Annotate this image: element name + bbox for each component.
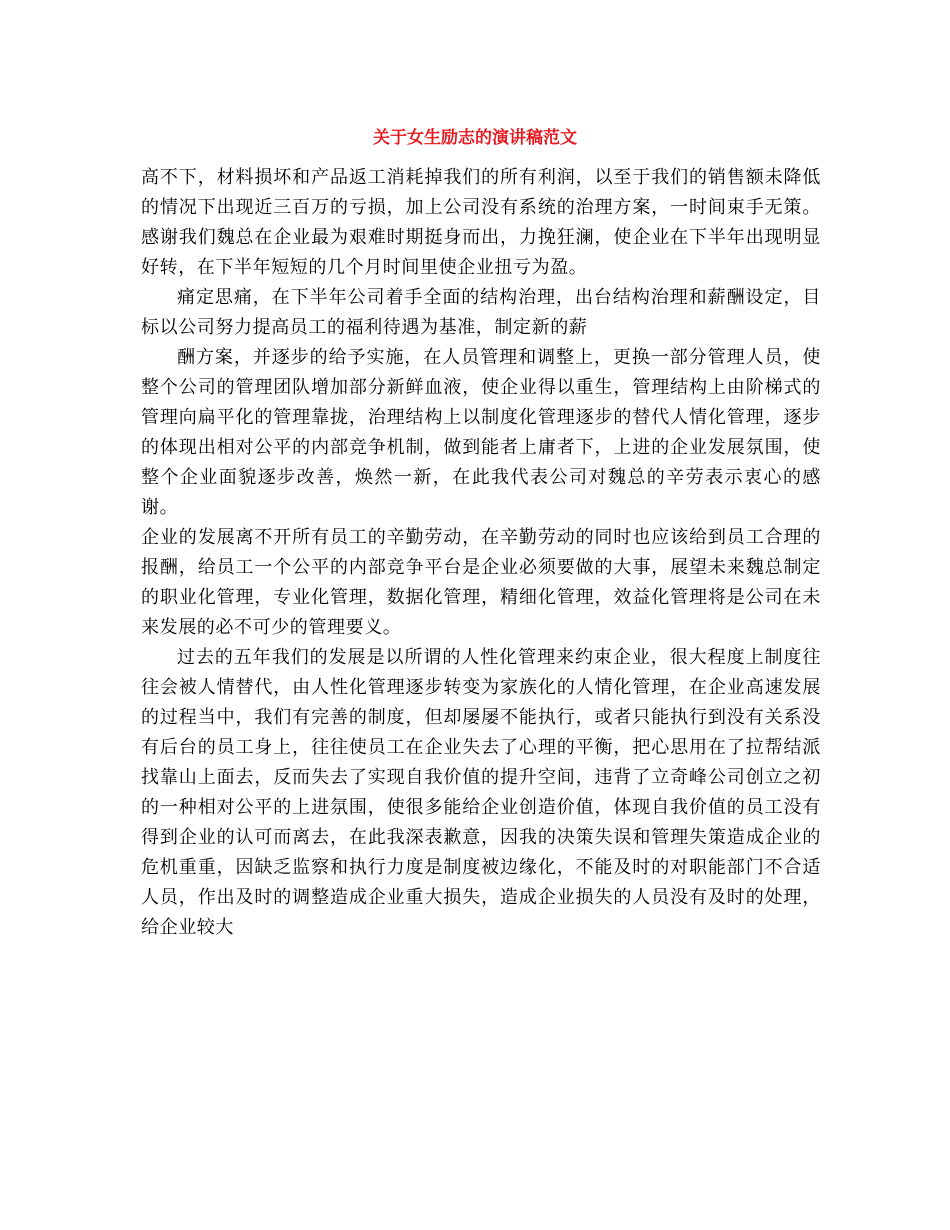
paragraph-5: 过去的五年我们的发展是以所谓的人性化管理来约束企业，很大程度上制度往往会被人情替代，由人性化管理逐步转变为家族化的人情化管理，在企业高速发展的过程当中，我们有完善的制度，但却屡屡不能执行，或者只能执行到没有关系没有后台的员工身上，往往使员工在企业失去了心理的平衡，把心思用在了拉帮结派找靠山上面去，反而失去了实现自我价值的提升空间，违背了立奇峰公司创立之初的一种相对公平的上进氛围，使很多能给企业创造价值，体现自我价值的员工没有得到企业的认可而离去，在此我深表歉意，因我的决策失误和管理失策造成企业的危机重重，因缺乏监察和执行力度是制度被边缘化，不能及时的对职能部门不合适人员，作出及时的调整造成企业重大损失，造成企业损失的人员没有及时的处理，给企业较大 (141, 647, 821, 938)
paragraph-1: 高不下，材料损坏和产品返工消耗掉我们的所有利润，以至于我们的销售额未降低的情况下出现近三百万的亏损，加上公司没有系统的治理方案，一时间束手无策。感谢我们魏总在企业最为艰难时期挺身而出，力挽狂澜，使企业在下半年出现明显好转，在下半年短短的几个月时间里使企业扭亏为盈。 (141, 167, 821, 278)
paragraph-3: 酬方案，并逐步的给予实施，在人员管理和调整上，更换一部分管理人员，使整个公司的管理团队增加部分新鲜血液，使企业得以重生，管理结构上由阶梯式的管理向扁平化的管理靠拢，治理结构上以制度化管理逐步的替代人情化管理，逐步的体现出相对公平的内部竞争机制，做到能者上庸者下，上进的企业发展氛围，使整个企业面貌逐步改善，焕然一新，在此我代表公司对魏总的辛劳表示衷心的感谢。 (141, 347, 821, 518)
paragraph-4: 企业的发展离不开所有员工的辛勤劳动，在辛勤劳动的同时也应该给到员工合理的报酬，给员工一个公平的内部竞争平台是企业必须要做的大事，展望未来魏总制定的职业化管理，专业化管理，数据化管理，精细化管理，效益化管理将是公司在未来发展的必不可少的管理要义。 (141, 527, 821, 638)
document-title: 关于女生励志的演讲稿范文 (373, 128, 577, 148)
document-body (141, 163, 821, 943)
paragraph-2: 痛定思痛，在下半年公司着手全面的结构治理，出台结构治理和薪酬设定，目标以公司努力提高员工的福利待遇为基准，制定新的薪 (141, 287, 821, 338)
